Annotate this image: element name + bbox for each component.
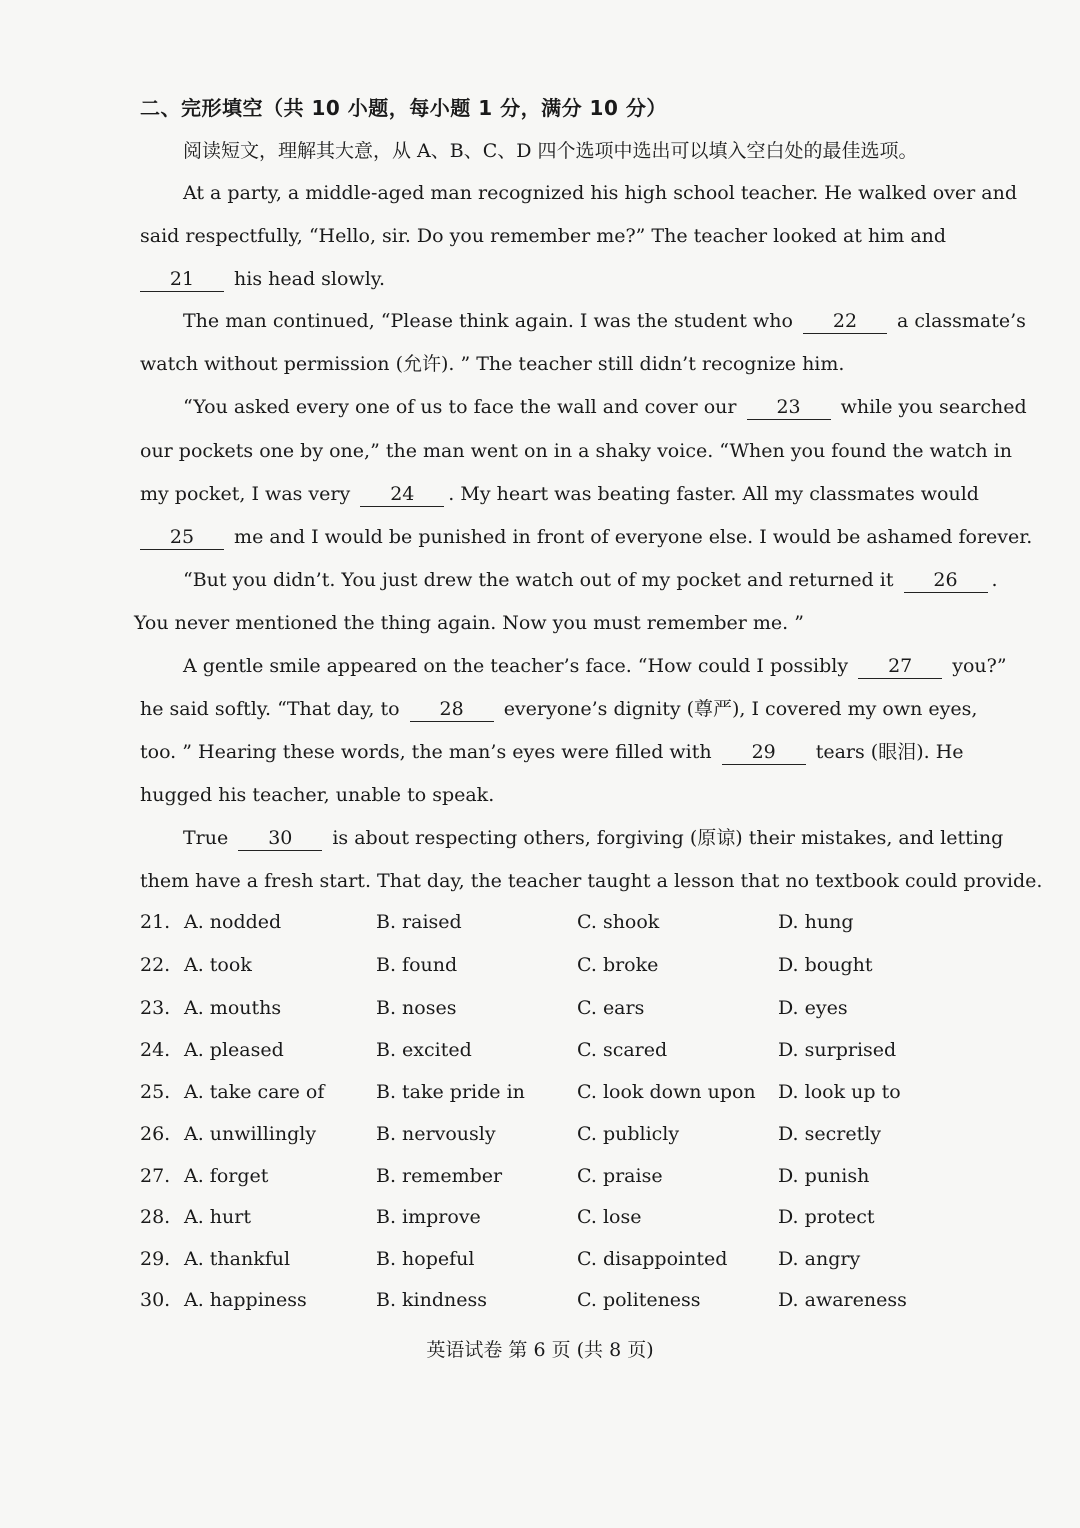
passage-text: .	[991, 569, 998, 591]
option-c[interactable]: C. publicly	[577, 1123, 680, 1145]
passage-text: his head slowly.	[234, 268, 386, 290]
option-d[interactable]: D. eyes	[778, 997, 848, 1019]
option-c[interactable]: C. disappointed	[577, 1248, 728, 1270]
option-c[interactable]: C. broke	[577, 954, 659, 976]
passage-line	[183, 823, 1004, 853]
option-a[interactable]: A. nodded	[184, 911, 282, 933]
passage-line: said respectfully, “Hello, sir. Do you remember me?” The teacher looked at him and	[140, 225, 947, 247]
option-b[interactable]: B. improve	[376, 1206, 481, 1228]
page-footer: 英语试卷 第 6 页 (共 8 页)	[426, 1339, 654, 1361]
instruction: 阅读短文，理解其大意，从 A、B、C、D 四个选项中选出可以填入空白处的最佳选项。	[183, 140, 918, 162]
blank-24[interactable]: 24	[360, 482, 444, 507]
blank-23[interactable]: 23	[747, 395, 831, 420]
option-d[interactable]: D. protect	[778, 1206, 875, 1228]
question-number: 27.	[140, 1165, 171, 1187]
option-a[interactable]: A. unwillingly	[184, 1123, 317, 1145]
blank-21[interactable]: 21	[140, 267, 224, 292]
passage-text: too. ” Hearing these words, the man’s eyes were filled with	[140, 741, 712, 763]
option-a[interactable]: A. mouths	[184, 997, 282, 1019]
option-a[interactable]: A. pleased	[184, 1039, 284, 1061]
option-d[interactable]: D. punish	[778, 1165, 870, 1187]
option-c[interactable]: C. ears	[577, 997, 645, 1019]
question-number: 30.	[140, 1289, 171, 1311]
passage-text: The man continued, “Please think again. I was the student who	[183, 310, 793, 332]
blank-25[interactable]: 25	[140, 525, 224, 550]
passage-text: . My heart was beating faster. All my classmates would	[448, 483, 979, 505]
passage-text: tears (眼泪). He	[815, 741, 964, 763]
option-a[interactable]: A. thankful	[184, 1248, 291, 1270]
question-number: 22.	[140, 954, 171, 976]
blank-29[interactable]: 29	[722, 740, 806, 765]
option-c[interactable]: C. praise	[577, 1165, 663, 1187]
question-number: 25.	[140, 1081, 171, 1103]
passage-text: “You asked every one of us to face the wall and cover our	[183, 396, 737, 418]
passage-text: everyone’s dignity (尊严), I covered my own eyes,	[503, 698, 978, 720]
question-number: 23.	[140, 997, 171, 1019]
option-c[interactable]: C. shook	[577, 911, 660, 933]
option-d[interactable]: D. secretly	[778, 1123, 882, 1145]
passage-text: A gentle smile appeared on the teacher’s face. “How could I possibly	[183, 655, 849, 677]
option-b[interactable]: B. raised	[376, 911, 462, 933]
option-b[interactable]: B. noses	[376, 997, 457, 1019]
option-b[interactable]: B. hopeful	[376, 1248, 475, 1270]
option-a[interactable]: A. took	[184, 954, 252, 976]
option-a[interactable]: A. happiness	[184, 1289, 307, 1311]
passage-line: At a party, a middle-aged man recognized his high school teacher. He walked over and	[183, 182, 1017, 204]
passage-line	[183, 565, 998, 595]
option-b[interactable]: B. remember	[376, 1165, 503, 1187]
option-b[interactable]: B. excited	[376, 1039, 472, 1061]
blank-26[interactable]: 26	[904, 568, 988, 593]
passage-text: my pocket, I was very	[140, 483, 351, 505]
option-b[interactable]: B. take pride in	[376, 1081, 525, 1103]
question-number: 24.	[140, 1039, 171, 1061]
passage-line: them have a fresh start. That day, the teacher taught a lesson that no textbook could provide.	[140, 870, 1043, 892]
option-a[interactable]: A. hurt	[184, 1206, 251, 1228]
passage-line	[140, 479, 979, 509]
question-number: 26.	[140, 1123, 171, 1145]
passage-text: while you searched	[840, 396, 1027, 418]
passage-line: hugged his teacher, unable to speak.	[140, 784, 495, 806]
option-c[interactable]: C. look down upon	[577, 1081, 756, 1103]
option-b[interactable]: B. found	[376, 954, 458, 976]
option-b[interactable]: B. nervously	[376, 1123, 496, 1145]
option-d[interactable]: D. angry	[778, 1248, 861, 1270]
blank-27[interactable]: 27	[858, 654, 942, 679]
passage-text: is about respecting others, forgiving (原谅) their mistakes, and letting	[332, 827, 1004, 849]
blank-30[interactable]: 30	[238, 826, 322, 851]
option-d[interactable]: D. awareness	[778, 1289, 907, 1311]
question-number: 29.	[140, 1248, 171, 1270]
question-number: 28.	[140, 1206, 171, 1228]
option-a[interactable]: A. take care of	[184, 1081, 325, 1103]
section-title: 二、完形填空（共 10 小题，每小题 1 分，满分 10 分）	[140, 96, 667, 120]
passage-line	[140, 522, 1033, 552]
option-c[interactable]: C. politeness	[577, 1289, 701, 1311]
option-b[interactable]: B. kindness	[376, 1289, 488, 1311]
passage-text: me and I would be punished in front of everyone else. I would be ashamed forever.	[234, 526, 1033, 548]
passage-text: “But you didn’t. You just drew the watch out of my pocket and returned it	[183, 569, 894, 591]
passage-line	[140, 264, 945, 294]
option-d[interactable]: D. bought	[778, 954, 873, 976]
passage-text: you?”	[952, 655, 1007, 677]
option-d[interactable]: D. surprised	[778, 1039, 897, 1061]
passage-line	[183, 306, 1026, 336]
question-number: 21.	[140, 911, 171, 933]
passage-line	[140, 737, 964, 767]
blank-22[interactable]: 22	[803, 309, 887, 334]
option-d[interactable]: D. look up to	[778, 1081, 901, 1103]
passage-text: a classmate’s	[897, 310, 1026, 332]
passage-text: True	[183, 827, 229, 849]
passage-line: You never mentioned the thing again. Now you must remember me. ”	[134, 612, 804, 634]
passage-text: he said softly. “That day, to	[140, 698, 400, 720]
blank-28[interactable]: 28	[410, 697, 494, 722]
passage-line	[140, 694, 978, 724]
option-c[interactable]: C. scared	[577, 1039, 668, 1061]
passage-line	[183, 651, 1007, 681]
passage-line: watch without permission (允许). ” The teacher still didn’t recognize him.	[140, 353, 845, 375]
option-c[interactable]: C. lose	[577, 1206, 642, 1228]
passage-line	[183, 392, 1027, 422]
passage-line: our pockets one by one,” the man went on in a shaky voice. “When you found the watch in	[140, 440, 1013, 462]
option-a[interactable]: A. forget	[184, 1165, 269, 1187]
option-d[interactable]: D. hung	[778, 911, 854, 933]
